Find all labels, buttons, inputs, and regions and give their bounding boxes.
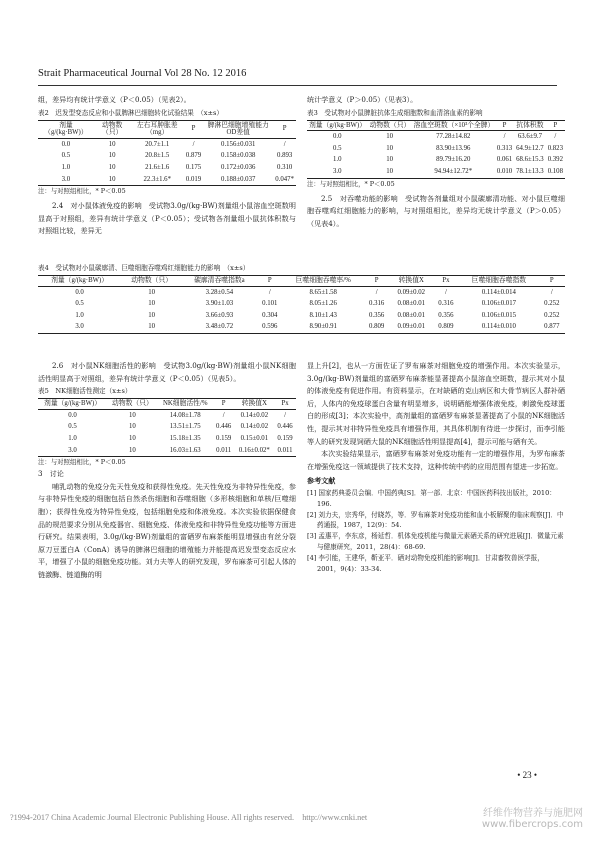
table-row [38, 433, 296, 445]
table5-cell-1-0: 0.5 [68, 423, 77, 431]
table5-header-0: 剂量（g/(kg·BW)） [38, 399, 107, 410]
table2-cell-0-2: 20.7±1.1 [145, 140, 170, 148]
table-row [38, 321, 565, 333]
table5-cell-0-4: 0.14±0.02 [240, 411, 269, 419]
table3-caption: 表3 受试物对小鼠脾脏抗体生成细胞数和血清溶血素的影响 [307, 108, 483, 117]
table-row [38, 150, 296, 162]
right-column-bottom [307, 360, 565, 574]
table4-cell-2-2: 3.66±0.93 [205, 311, 234, 319]
table2-cell-3-4: 0.188±0.037 [221, 175, 256, 183]
table5-cell-1-3: 0.446 [216, 423, 232, 431]
table4-header-6: 转换值X [390, 276, 433, 287]
table-row [38, 162, 296, 174]
table4-cell-2-8: 0.106±0.015 [481, 311, 517, 319]
table2 [38, 120, 296, 187]
table5-header-2: NK细胞活性/% [158, 399, 213, 410]
right-column-top [307, 94, 565, 230]
table2-cell-1-3: 0.879 [185, 152, 202, 160]
table3-cell-0-0: 0.0 [333, 133, 342, 141]
table4 [38, 275, 565, 334]
table5-cell-2-1: 10 [129, 434, 136, 442]
table3-cell-0-5: / [554, 133, 557, 141]
section-2-5: 2.5 对吞噬功能的影响 受试物各剂量组对小鼠碳廓清功能、对小鼠巨噬细胞吞噬鸡红细胞能力的影响，与对照组相比，差异均无统计学意义（P＞0.05）（见表4）。 [307, 193, 565, 228]
table3-cell-1-5: 0.823 [547, 144, 563, 152]
table2-cell-0-3: / [192, 140, 195, 148]
table4-cell-3-8: 0.114±0.010 [481, 323, 516, 331]
table2-header-3: P [184, 120, 203, 138]
table5-cell-1-4: 0.14±0.02 [240, 423, 269, 431]
section-3-title: 3 讨论 [38, 469, 64, 479]
table2-cell-0-1: 10 [108, 140, 116, 148]
table4-cell-2-3: 0.304 [262, 311, 278, 319]
table4-cell-3-6: 0.09±0.01 [397, 323, 426, 331]
table5-header-4: 转换值X [235, 399, 275, 410]
table3-note: 注：与对照组相比，* P＜0.05 [307, 179, 395, 188]
table4-cell-0-8: 0.114±0.014 [481, 288, 516, 296]
table-row [38, 138, 296, 150]
table4-cell-2-9: 0.252 [544, 311, 560, 319]
table4-header-8: 巨噬细胞吞噬指数 [459, 276, 539, 287]
table3-header-3: P [495, 120, 514, 131]
table4-cell-3-3: 0.596 [262, 323, 278, 331]
intro-text-right: 统计学意义（P＞0.05）（见表3）。 [307, 95, 418, 104]
table4-block [38, 262, 565, 334]
table5-cell-0-1: 10 [129, 411, 136, 419]
table2-cell-2-4: 0.172±0.036 [221, 163, 256, 171]
table2-cell-1-0: 0.5 [61, 152, 71, 160]
table2-cell-2-0: 1.0 [61, 163, 71, 171]
table3-cell-1-0: 0.5 [333, 144, 342, 152]
table3 [307, 120, 565, 179]
table2-cell-3-5: 0.047* [275, 175, 294, 183]
table3-cell-0-4: 63.6±9.7 [517, 133, 542, 141]
table2-header-5: P [273, 120, 296, 138]
table4-cell-1-7: 0.316 [438, 300, 454, 308]
table3-cell-3-5: 0.108 [547, 167, 563, 175]
table5-cell-2-2: 15.18±1.35 [169, 434, 201, 442]
table4-cell-0-6: 0.09±0.02 [397, 288, 426, 296]
table4-cell-1-3: 0.101 [262, 300, 278, 308]
header-rule [38, 85, 557, 86]
discussion-paragraph-1: 哺乳动物的免疫分先天性免疫和获得性免疫。先天性免疫为非特异性免疫，参与非特异性免疫的细胞包括自然杀伤细胞和吞噬细胞（多形核细胞和单核/巨噬细胞）；获得性免疫为特异性免疫，包括细胞免疫和体液免疫。本次实验依据保健食品的规范要求分别从免疫器官、细胞免疫、体液免疫和非特异性免疫功能等方面进行研究。结果表明，3.0g/(kg·BW)剂量组的富硒罗布麻茶能明显增强由有丝分裂原刀豆蛋白A（ConA）诱导的脾淋巴细胞的增殖能力并能提高迟发型变态反应水平，增强了小鼠的细胞免疫功能。刘力夫等人的研究发现，罗布麻茶可引起人体的链激酶、链道酶的明 [38, 481, 296, 579]
table4-cell-3-1: 10 [148, 323, 156, 331]
table2-cell-1-4: 0.158±0.038 [221, 152, 256, 160]
table2-cell-1-1: 10 [108, 152, 116, 160]
table5-cell-1-5: 0.446 [277, 423, 293, 431]
table2-cell-1-5: 0.893 [276, 152, 293, 160]
table3-header-0: 剂量（g/(kg·BW)） [307, 120, 368, 131]
table4-cell-0-5: / [375, 288, 378, 296]
table3-cell-2-0: 1.0 [333, 156, 342, 164]
table5-caption: 表5 NK细胞活性测定（x±s） [38, 387, 132, 396]
copyright-footer: ?1994-2017 China Academic Journal Electronic Publishing House. All rights reserved. http://www.cnki.net [10, 813, 368, 822]
table3-cell-3-1: 10 [386, 167, 393, 175]
left-column-top [38, 94, 296, 238]
discussion-paragraph-2: 显上升[2]，也从一方面佐证了罗布麻茶对细胞免疫的增强作用。本次实验显示，3.0g/(kg·BW)剂量组的富硒罗布麻茶能显著提高小鼠溶血空斑数，提示其对小鼠的体液免疫有促进作用。有资料显示，在对缺硒的克山病区和大骨节病区人群补硒后，人体内的免疫球蛋白含量有明显增多，说明硒能增强体液免疫，刺激免疫球蛋白的形成[3]；本次实验中，高剂量组的富硒罗布麻茶显著提高了小鼠的NK细胞活性，提示其对非特异性免疫具有增强作用，其具体机制有待进一步探讨，而李引能等人的研究发现饲硒大鼠的NK细胞活性明显提高[4]，提示可能与硒有关。 [307, 361, 565, 446]
table-row [307, 166, 565, 178]
table2-cell-3-2: 22.3±1.6* [143, 175, 171, 183]
table-row [38, 310, 565, 322]
watermark-chinese: 纤维作物营养与施肥网 [483, 808, 583, 819]
table-row [307, 143, 565, 155]
watermark [482, 808, 583, 830]
table4-cell-0-0: 0.0 [75, 288, 84, 296]
table3-cell-3-3: 0.010 [496, 167, 513, 175]
table5-cell-0-2: 14.08±1.78 [169, 411, 201, 419]
discussion-paragraph-3: 本次实验结果显示，富硒罗布麻茶对免疫功能有一定的增强作用，为罗布麻茶在增强免疫这一领域提供了技术支持，这种传统中药的应用范围有望进一步拓宽。 [307, 449, 565, 471]
table4-cell-3-5: 0.809 [369, 323, 385, 331]
table4-cell-3-4: 8.90±0.91 [309, 323, 337, 331]
table3-cell-1-1: 10 [386, 144, 393, 152]
table4-cell-1-4: 8.05±1.26 [309, 300, 337, 308]
table5-cell-0-5: / [284, 411, 286, 419]
table4-cell-3-2: 3.48±0.72 [205, 323, 234, 331]
table3-cell-0-2: 77.28±14.82 [436, 133, 471, 141]
table2-cell-0-5: / [283, 140, 286, 148]
table5-cell-3-0: 3.0 [68, 446, 77, 454]
table4-cell-3-0: 3.0 [75, 323, 84, 331]
table3-header-1: 动物数（只） [368, 120, 412, 131]
table5-cell-2-0: 1.0 [68, 434, 77, 442]
table5 [38, 398, 296, 457]
table4-cell-1-2: 3.90±1.03 [205, 300, 234, 308]
table4-cell-1-1: 10 [148, 300, 156, 308]
reference-item: [4] 李引能，王建华，靳亚平．硒对动物免疫机能的影响[J]．甘肃畜牧兽医学报，2001，9(4)：33-34. [307, 553, 544, 573]
table4-cell-2-1: 10 [148, 311, 156, 319]
table3-cell-2-5: 0.392 [547, 156, 563, 164]
table3-cell-1-4: 64.9±12.7 [516, 144, 544, 152]
table5-cell-1-2: 13.51±1.75 [169, 423, 201, 431]
table-row [38, 445, 296, 457]
table2-header-2: 左右耳肿胀差（mg） [131, 120, 184, 138]
table3-cell-0-1: 10 [386, 133, 393, 141]
table-row [38, 286, 565, 298]
table4-caption: 表4 受试物对小鼠碳廓清、巨噬细胞吞噬鸡红细胞能力的影响 （x±s） [38, 264, 250, 272]
table4-cell-2-7: 0.356 [438, 311, 454, 319]
table4-cell-1-8: 0.106±0.017 [481, 300, 517, 308]
table5-cell-3-1: 10 [129, 446, 136, 454]
table2-cell-2-3: 0.175 [185, 163, 202, 171]
table2-cell-3-0: 3.0 [61, 175, 71, 183]
table5-cell-0-0: 0.0 [68, 411, 77, 419]
table2-cell-0-4: 0.156±0.031 [221, 140, 256, 148]
table2-cell-0-0: 0.0 [61, 140, 71, 148]
table4-cell-0-7: / [444, 288, 447, 296]
table2-cell-2-2: 21.6±1.6 [145, 163, 170, 171]
table3-header-4: 抗体积数 [514, 120, 546, 131]
table2-header-4: 脾淋巴细胞增殖能力 OD差值 [203, 120, 273, 138]
watermark-url: www.fibercrops.com [481, 819, 583, 830]
table4-header-2: 碳廓清吞噬指数a [182, 276, 256, 287]
table4-cell-0-3: / [268, 288, 271, 296]
journal-header: Strait Pharmaceutical Journal Vol 28 No. 12 2016 [38, 68, 247, 79]
table-row [307, 131, 565, 143]
table3-cell-3-2: 94.94±12.72* [434, 167, 473, 175]
table5-cell-3-2: 16.03±1.63 [169, 446, 201, 454]
left-column-bottom [38, 360, 296, 582]
table4-cell-1-5: 0.316 [369, 300, 385, 308]
table5-header-1: 动物数（只） [107, 399, 158, 410]
table4-header-0: 剂量（g/(kg·BW)） [38, 276, 121, 287]
table4-cell-2-4: 8.10±1.43 [309, 311, 337, 319]
table5-cell-0-3: / [222, 411, 225, 419]
page-number: • 23 • [517, 770, 537, 780]
table3-cell-3-4: 78.1±13.3 [516, 167, 544, 175]
table4-cell-1-9: 0.252 [544, 300, 560, 308]
table2-cell-3-1: 10 [108, 175, 116, 183]
table5-header-5: Px [274, 399, 296, 410]
table4-header-9: P [539, 276, 565, 287]
table-row [307, 154, 565, 166]
table2-header-0: 剂量（g/(kg·BW)） [38, 120, 94, 138]
reference-item: [2] 刘力夫，宗秀华，付晓苏，等．罗布麻茶对免疫功能和血小板解聚的临床观察[J]．中药通报，1987，12(9)：54. [307, 510, 564, 530]
table4-cell-2-5: 0.356 [369, 311, 385, 319]
table5-cell-2-3: 0.159 [216, 434, 232, 442]
table5-cell-3-4: 0.16±0.02* [238, 446, 270, 454]
table4-cell-1-0: 0.5 [75, 300, 84, 308]
table2-note: 注：与对照组相比，* P＜0.05 [38, 187, 126, 196]
table4-header-1: 动物数（只） [121, 276, 182, 287]
table4-header-7: Px [433, 276, 459, 287]
table2-cell-1-2: 20.8±1.5 [145, 152, 170, 160]
table4-cell-2-0: 1.0 [75, 311, 84, 319]
table3-cell-1-2: 83.90±13.96 [436, 144, 471, 152]
table3-cell-2-3: 0.061 [496, 156, 513, 164]
table5-header-3: P [213, 399, 235, 410]
table4-header-4: 巨噬细胞吞噬率/% [283, 276, 364, 287]
table-row [38, 409, 296, 421]
table4-cell-0-9: / [550, 288, 553, 296]
table5-cell-2-4: 0.15±0.01 [240, 434, 269, 442]
table-row [38, 174, 296, 186]
table4-cell-3-7: 0.809 [438, 323, 454, 331]
table-row [38, 421, 296, 433]
table3-cell-2-1: 10 [386, 156, 393, 164]
table3-cell-2-2: 89.79±16.20 [436, 156, 471, 164]
table3-cell-2-4: 68.6±15.3 [516, 156, 544, 164]
table5-cell-1-1: 10 [129, 423, 136, 431]
intro-text-left: 组，差异均有统计学意义（P＜0.05）（见表2）。 [38, 95, 191, 104]
table3-header-5: P [546, 120, 565, 131]
table4-cell-0-2: 3.28±0.54 [205, 288, 234, 296]
references-list [307, 488, 565, 574]
table4-header-5: P [364, 276, 390, 287]
table5-cell-3-5: 0.011 [277, 446, 293, 454]
table4-cell-0-4: 8.65±1.58 [309, 288, 337, 296]
table3-cell-1-3: 0.313 [496, 144, 513, 152]
table3-header-2: 溶血空斑数（×10³个全脾） [412, 120, 495, 131]
reference-item: [3] 孟惠平，李东彦，杨延哲．机体免疫机能与微量元素硒关系的研究进展[J]．微量元素与健康研究，2011，28(4)：68-69. [307, 532, 564, 551]
reference-item: [1] 国家药典委员会编．中国药典[S]．第一部．北京：中国医药科技出版社，2010：196. [307, 488, 556, 508]
table2-cell-3-3: 0.019 [185, 175, 202, 183]
table4-cell-2-6: 0.08±0.01 [397, 311, 426, 319]
table-row [38, 298, 565, 310]
table4-cell-1-6: 0.08±0.01 [397, 300, 426, 308]
table3-cell-0-3: / [503, 133, 506, 141]
table5-cell-3-3: 0.011 [216, 446, 232, 454]
table2-caption: 表2 迟发型变态反应和小鼠脾淋巴细胞转化试验结果 （x±s） [38, 108, 223, 117]
table2-cell-2-5: 0.310 [276, 163, 293, 171]
table2-header-1: 动物数（只） [94, 120, 131, 138]
table5-cell-2-5: 0.159 [277, 434, 293, 442]
table5-note: 注：与对照组相比，* P＜0.05 [38, 458, 126, 467]
table4-cell-3-9: 0.877 [544, 323, 560, 331]
section-2-4: 2.4 对小鼠体液免疫的影响 受试物3.0g/(kg·BW)剂量组小鼠溶血空斑数明显高于对照组，差异有统计学意义（P＜0.05）；受试物各剂量组小鼠抗体积数与对照组比较，差异无 [38, 201, 296, 236]
references-title: 参考文献 [307, 476, 336, 486]
table3-cell-3-0: 3.0 [333, 167, 342, 175]
table4-cell-0-1: 10 [148, 288, 156, 296]
table4-header-3: P [257, 276, 283, 287]
section-2-6: 2.6 对小鼠NK细胞活性的影响 受试物3.0g/(kg·BW)剂量组小鼠NK细胞活性明显高于对照组，差异有统计学意义（P＜0.05）（见表5）。 [38, 361, 296, 383]
table2-cell-2-1: 10 [108, 163, 116, 171]
